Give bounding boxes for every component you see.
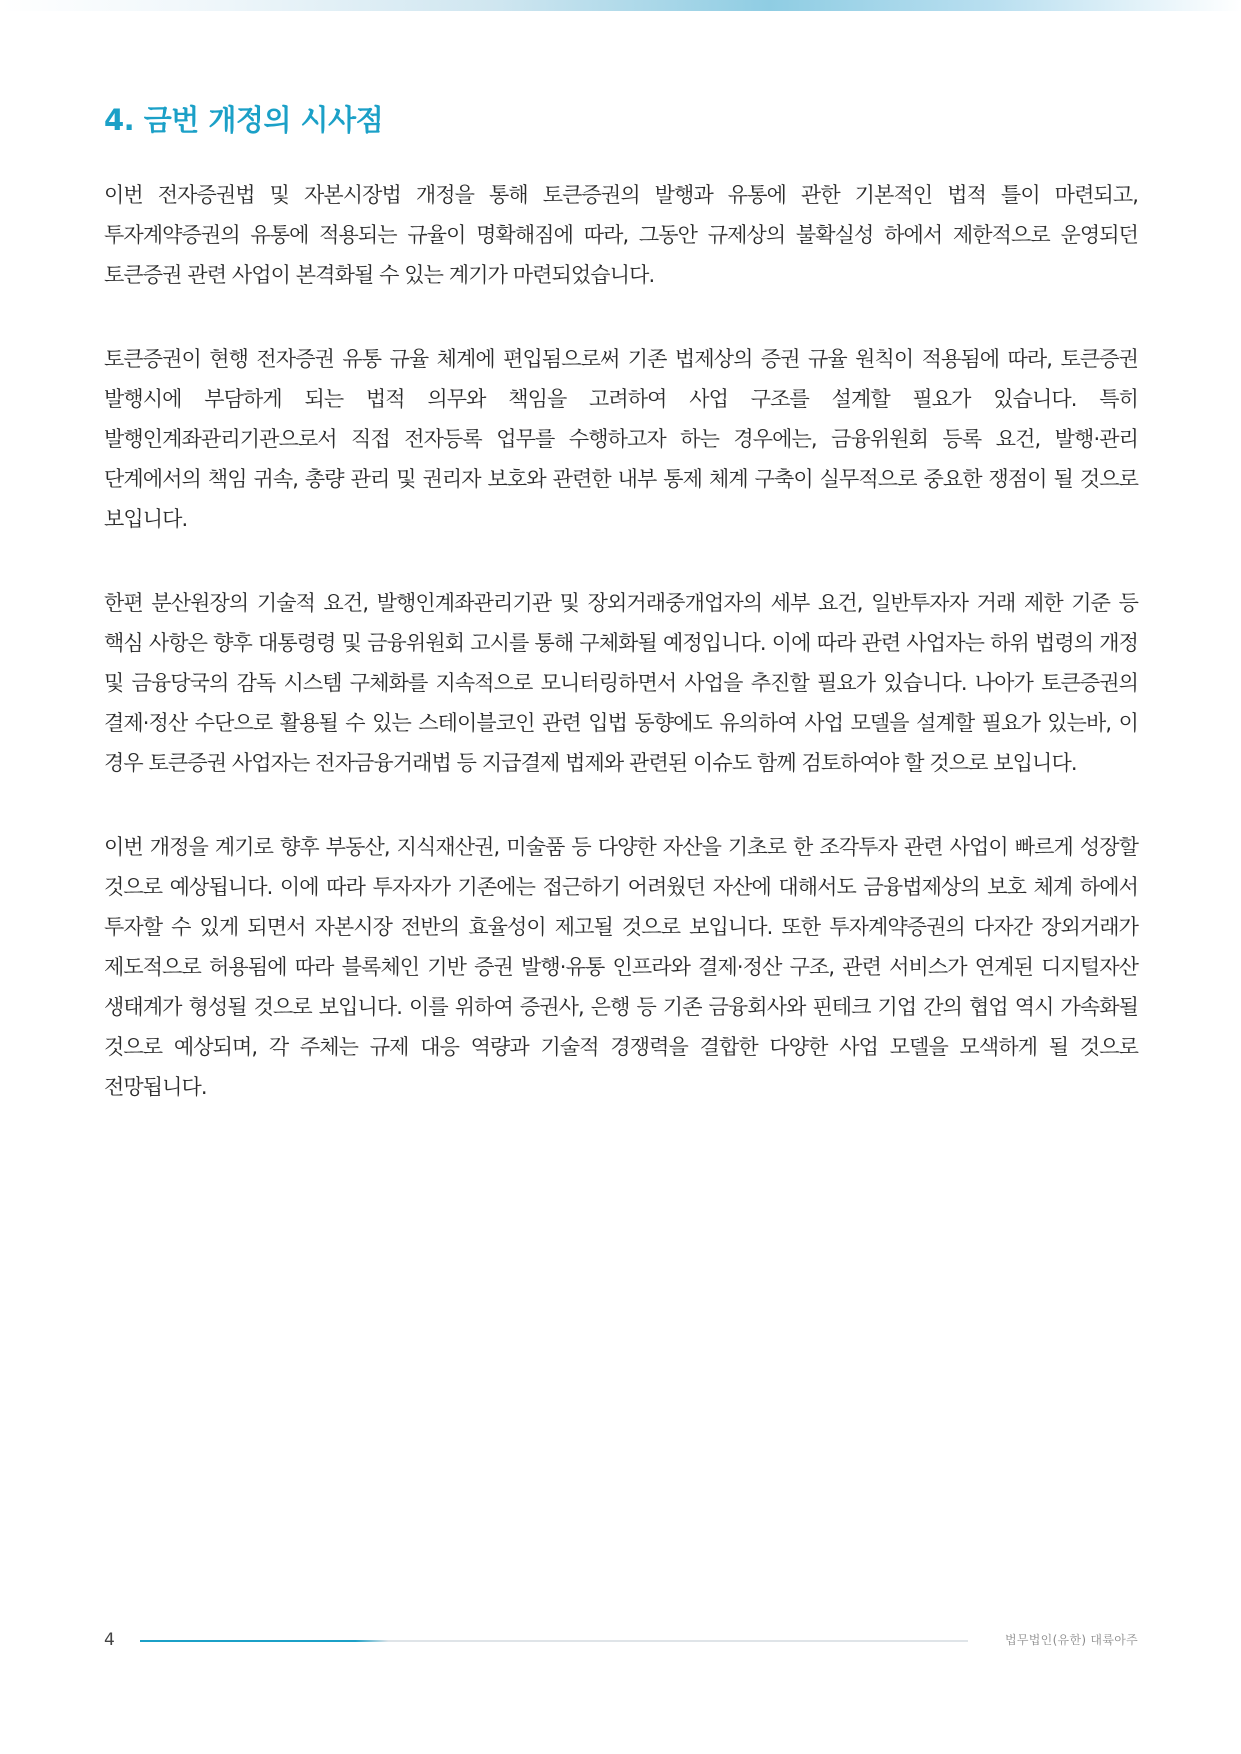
paragraph-1: 이번 전자증권법 및 자본시장법 개정을 통해 토큰증권의 발행과 유통에 관한 기본적인 법적 틀이 마련되고, 투자계약증권의 유통에 적용되는 규율이 명확해짐에 따라, 그동안 규제상의 불확실성 하에서 제한적으로 운영되던 토큰증권 관련 사업이 본격화될 수 있는 계기가 마련되었습니다. <box>104 183 1138 287</box>
top-gradient-band <box>0 0 1241 11</box>
paragraph-3: 한편 분산원장의 기술적 요건, 발행인계좌관리기관 및 장외거래중개업자의 세부 요건, 일반투자자 거래 제한 기준 등 핵심 사항은 향후 대통령령 및 금융위원회 고시를 통해 구체화될 예정입니다. 이에 따라 관련 사업자는 하위 법령의 개정 및 금융당국의 감독 시스템 구체화를 지속적으로 모니터링하면서 사업을 추진할 필요가 있습니다. 나아가 토큰증권의 결제·정산 수단으로 활용될 수 있는 스테이블코인 관련 입법 동향에도 유의하여 사업 모델을 설계할 필요가 있는바, 이 경우 토큰증권 사업자는 전자금융거래법 등 지급결제 법제와 관련된 이슈도 함께 검토하여야 할 것으로 보입니다. <box>104 591 1138 775</box>
section-heading: 4. 금번 개정의 시사점 <box>104 103 384 137</box>
firm-name: 법무법인(유한) 대륙아주 <box>1005 1633 1138 1647</box>
paragraph-4: 이번 개정을 계기로 향후 부동산, 지식재산권, 미술품 등 다양한 자산을 기초로 한 조각투자 관련 사업이 빠르게 성장할 것으로 예상됩니다. 이에 따라 투자자가 기존에는 접근하기 어려웠던 자산에 대해서도 금융법제상의 보호 체계 하에서 투자할 수 있게 되면서 자본시장 전반의 효율성이 제고될 것으로 보입니다. 또한 투자계약증권의 다자간 장외거래가 제도적으로 허용됨에 따라 블록체인 기반 증권 발행·유통 인프라와 결제·정산 구조, 관련 서비스가 연계된 디지털자산 생태계가 형성될 것으로 보입니다. 이를 위하여 증권사, 은행 등 기존 금융회사와 핀테크 기업 간의 협업 역시 가속화될 것으로 예상되며, 각 주체는 규제 대응 역량과 기술적 경쟁력을 결합한 다양한 사업 모델을 모색하게 될 것으로 전망됩니다. <box>104 835 1138 1099</box>
page-footer <box>104 1628 1138 1652</box>
body-text <box>104 175 1138 1151</box>
footer-divider <box>140 1640 968 1642</box>
paragraph-2: 토큰증권이 현행 전자증권 유통 규율 체계에 편입됨으로써 기존 법제상의 증권 규율 원칙이 적용됨에 따라, 토큰증권 발행시에 부담하게 되는 법적 의무와 책임을 고려하여 사업 구조를 설계할 필요가 있습니다. 특히 발행인계좌관리기관으로서 직접 전자등록 업무를 수행하고자 하는 경우에는, 금융위원회 등록 요건, 발행·관리 단계에서의 책임 귀속, 총량 관리 및 권리자 보호와 관련한 내부 통제 체계 구축이 실무적으로 중요한 쟁점이 될 것으로 보입니다. <box>104 347 1138 531</box>
page-number: 4 <box>104 1630 115 1650</box>
